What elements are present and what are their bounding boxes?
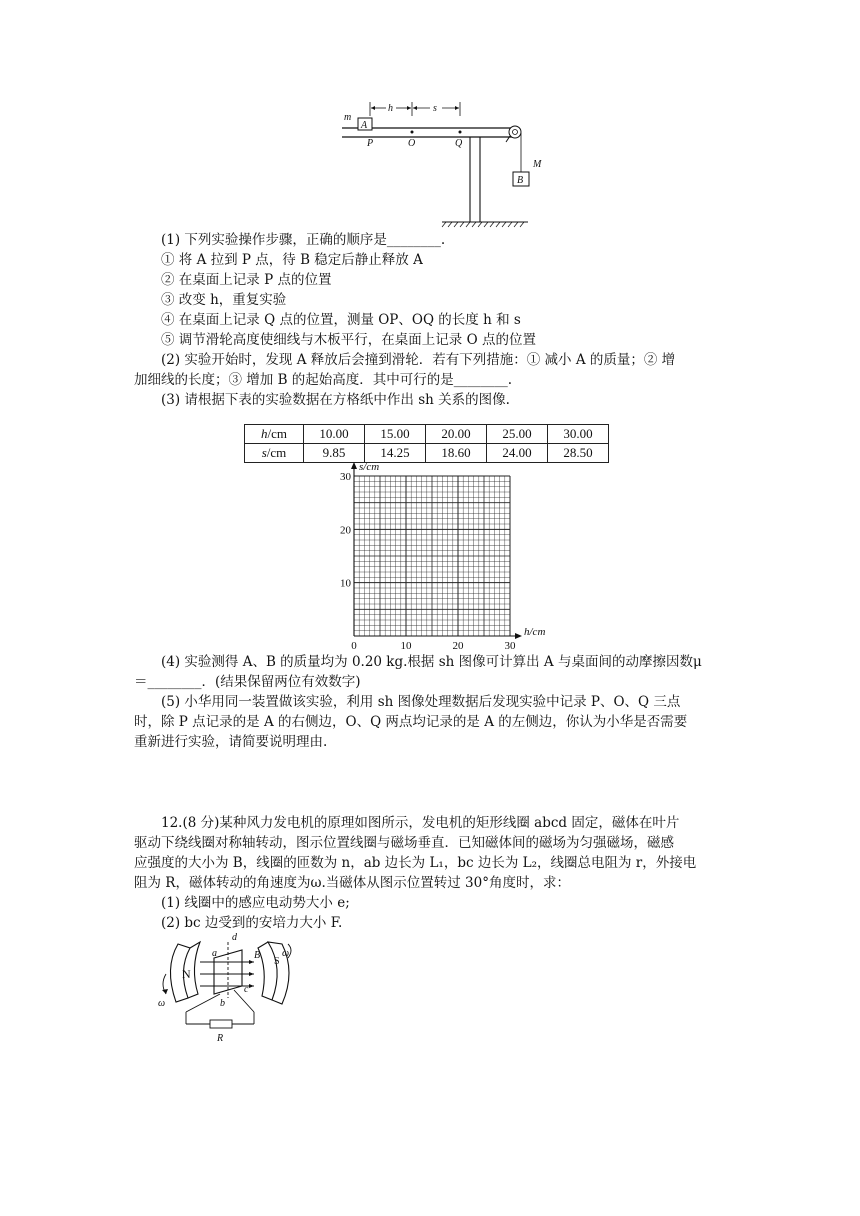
- q12-line-3: 应强度的大小为 B，线圈的匝数为 n，ab 边长为 L₁，bc 边长为 L₂，线圈总电阻为 r，外接电: [134, 855, 697, 871]
- q12-sub-1: (1) 线圈中的感应电动势大小 e;: [161, 895, 350, 911]
- q12-sub-2: (2) bc 边受到的安培力大小 F.: [161, 915, 343, 931]
- y-tick-label: 20: [340, 524, 351, 537]
- y-tick-label: 10: [340, 577, 351, 590]
- label-coil-d: d: [232, 932, 237, 943]
- q4-line-1: (4) 实验测得 A、B 的质量均为 0.20 kg.根据 sh 图像可计算出 A 与桌面间的动摩擦因数μ: [161, 654, 702, 670]
- q4-line-2: ＝________．(结果保留两位有效数字): [134, 674, 361, 690]
- label-coil-a: a: [212, 948, 217, 959]
- q12-line-2: 驱动下绕线圈对称轴转动，图示位置线圈与磁场垂直．已知磁体间的磁场为匀强磁场，磁感: [134, 835, 674, 851]
- q1-step-1: ① 将 A 拉到 P 点，待 B 稳定后静止释放 A: [161, 252, 423, 268]
- label-coil-b: b: [220, 998, 225, 1009]
- table-row: [245, 425, 609, 444]
- y-tick-label: 30: [340, 471, 351, 483]
- q2-line-1: (2) 实验开始时，发现 A 释放后会撞到滑轮．若有下列措施：① 减小 A 的质量；② 增: [161, 352, 676, 368]
- table-cell: 24.00: [487, 444, 548, 463]
- label-o: O: [408, 138, 416, 149]
- q5-line-1: (5) 小华用同一装置做该实验，利用 sh 图像处理数据后发现实验中记录 P、O、Q 三点: [161, 694, 681, 710]
- label-q: Q: [455, 138, 463, 149]
- resistor-r: [210, 1020, 232, 1028]
- label-h: h: [388, 103, 393, 114]
- table-cell: 15.00: [365, 425, 426, 444]
- table-cell: 14.25: [365, 444, 426, 463]
- x-axis-label: h/cm: [524, 626, 546, 638]
- y-axis-label: s/cm: [359, 461, 380, 473]
- table-cell: 30.00: [548, 425, 609, 444]
- label-coil-c: c: [244, 984, 249, 995]
- x-tick-label: 30: [504, 640, 516, 650]
- table-header-s: s/cm: [245, 444, 304, 463]
- q1-step-4: ④ 在桌面上记录 Q 点的位置，测量 OP、OQ 的长度 h 和 s: [161, 312, 521, 328]
- label-m: m: [344, 112, 352, 123]
- x-tick-label: 20: [452, 640, 464, 650]
- q1-step-2: ② 在桌面上记录 P 点的位置: [161, 272, 332, 288]
- table-cell: 18.60: [426, 444, 487, 463]
- label-omega-right: ω: [282, 948, 290, 959]
- q1-step-5: ⑤ 调节滑轮高度使细线与木板平行，在桌面上记录 O 点的位置: [161, 332, 536, 348]
- label-omega-left: ω: [158, 998, 166, 1009]
- graph-paper: [330, 460, 570, 650]
- apparatus-figure: [330, 96, 560, 228]
- label-p: P: [367, 138, 374, 149]
- q1-prompt: (1) 下列实验操作步骤，正确的顺序是________.: [161, 232, 446, 248]
- x-tick-label: 0: [351, 640, 357, 650]
- x-tick-label: 10: [400, 640, 412, 650]
- q3-prompt: (3) 请根据下表的实验数据在方格纸中作出 sh 关系的图像.: [161, 392, 510, 408]
- label-resistor: R: [217, 1033, 224, 1044]
- label-b: B: [517, 175, 524, 186]
- table-cell: 9.85: [304, 444, 365, 463]
- y-axis-arrow: [351, 462, 357, 469]
- label-s-pole: S: [274, 956, 280, 967]
- table-cell: 25.00: [487, 425, 548, 444]
- table-header-h: h/cm: [245, 425, 304, 444]
- table-cell: 28.50: [548, 444, 609, 463]
- q1-step-3: ③ 改变 h，重复实验: [161, 292, 287, 308]
- q12-line-4: 阻为 R，磁体转动的角速度为ω.当磁体从图示位置转过 30°角度时，求：: [134, 875, 570, 891]
- label-s: s: [433, 103, 437, 114]
- table-cell: 20.00: [426, 425, 487, 444]
- x-axis-arrow: [515, 633, 522, 639]
- q5-line-2: 时，除 P 点记录的是 A 的右侧边，O、Q 两点均记录的是 A 的左侧边，你认为小华是否需要: [134, 714, 688, 730]
- label-a: A: [361, 120, 368, 131]
- table-cell: 10.00: [304, 425, 365, 444]
- label-n: N: [182, 967, 191, 981]
- pulley: [509, 126, 521, 138]
- generator-figure: [150, 928, 310, 1046]
- q12-line-1: 12.(8 分)某种风力发电机的原理如图所示，发电机的矩形线圈 abcd 固定，磁体在叶片: [161, 815, 680, 831]
- q5-line-3: 重新进行实验，请简要说明理由.: [134, 734, 328, 750]
- label-big-m: M: [533, 159, 542, 170]
- label-field-b: B: [254, 950, 261, 961]
- data-table: [244, 424, 609, 463]
- q2-line-2: 加细线的长度；③ 增加 B 的起始高度．其中可行的是________.: [134, 372, 513, 388]
